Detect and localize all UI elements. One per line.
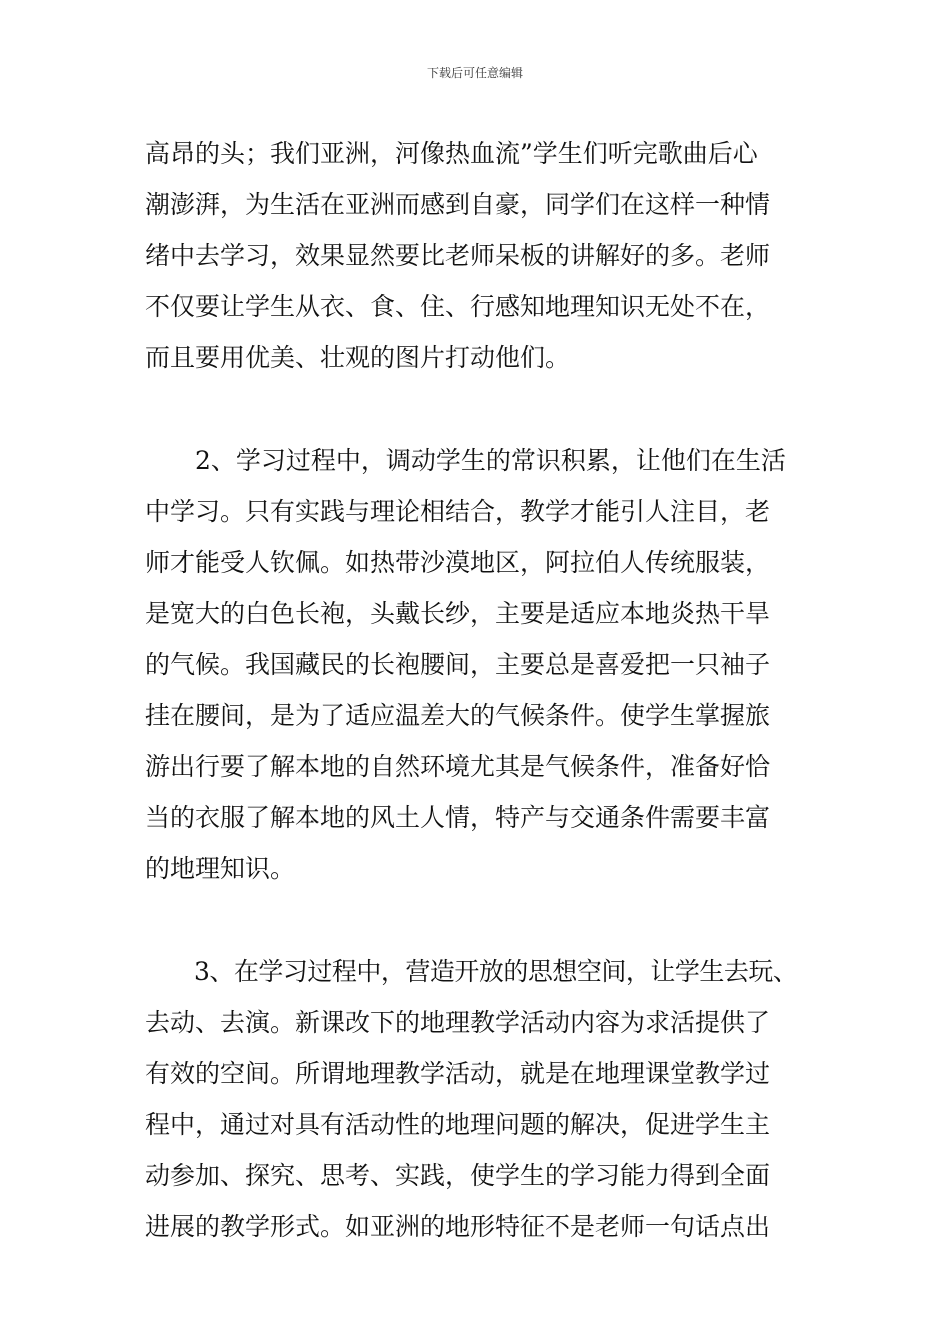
text-line: 师才能受人钦佩。如热带沙漠地区，阿拉伯人传统服装， xyxy=(145,548,771,577)
text-line: 高昂的头；我们亚洲，河像热血流”学生们听完歌曲后心 xyxy=(145,139,758,168)
text-line: 而且要用优美、壮观的图片打动他们。 xyxy=(145,343,571,372)
text-line: 程中，通过对具有活动性的地理问题的解决，促进学生主 xyxy=(145,1110,771,1139)
text-line: 挂在腰间，是为了适应温差大的气候条件。使学生掌握旅 xyxy=(145,701,771,730)
text-line: 进展的教学形式。如亚洲的地形特征不是老师一句话点出 xyxy=(145,1212,771,1241)
text-line: 3、在学习过程中，营造开放的思想空间，让学生去玩、 xyxy=(145,957,798,986)
text-line: 2、学习过程中，调动学生的常识积累，让他们在生活 xyxy=(145,446,786,475)
text-line: 中学习。只有实践与理论相结合，教学才能引人注目，老 xyxy=(145,497,771,526)
text-line: 动参加、探究、思考、实践，使学生的学习能力得到全面 xyxy=(145,1161,771,1190)
text-line: 潮澎湃，为生活在亚洲而感到自豪，同学们在这样一种情 xyxy=(145,190,771,219)
text-line: 去动、去演。新课改下的地理教学活动内容为求活提供了 xyxy=(145,1008,771,1037)
page-header: 下载后可任意编辑 xyxy=(426,66,523,80)
text-line: 有效的空间。所谓地理教学活动，就是在地理课堂教学过 xyxy=(145,1059,771,1088)
text-line: 绪中去学习，效果显然要比老师呆板的讲解好的多。老师 xyxy=(145,241,771,270)
text-line: 游出行要了解本地的自然环境尤其是气候条件，准备好恰 xyxy=(145,752,771,781)
paragraph-gap xyxy=(145,383,797,435)
text-line: 的气候。我国藏民的长袍腰间，主要总是喜爱把一只袖子 xyxy=(145,650,771,679)
paragraph-2 xyxy=(145,435,797,894)
document-body xyxy=(145,128,797,1252)
text-line: 不仅要让学生从衣、食、住、行感知地理知识无处不在， xyxy=(145,292,771,321)
paragraph-gap xyxy=(145,894,797,946)
paragraph-3 xyxy=(145,946,797,1252)
text-line: 当的衣服了解本地的风土人情，特产与交通条件需要丰富 xyxy=(145,803,771,832)
text-line: 的地理知识。 xyxy=(145,854,296,883)
paragraph-1 xyxy=(145,128,797,383)
text-line: 是宽大的白色长袍，头戴长纱，主要是适应本地炎热干旱 xyxy=(145,599,771,628)
